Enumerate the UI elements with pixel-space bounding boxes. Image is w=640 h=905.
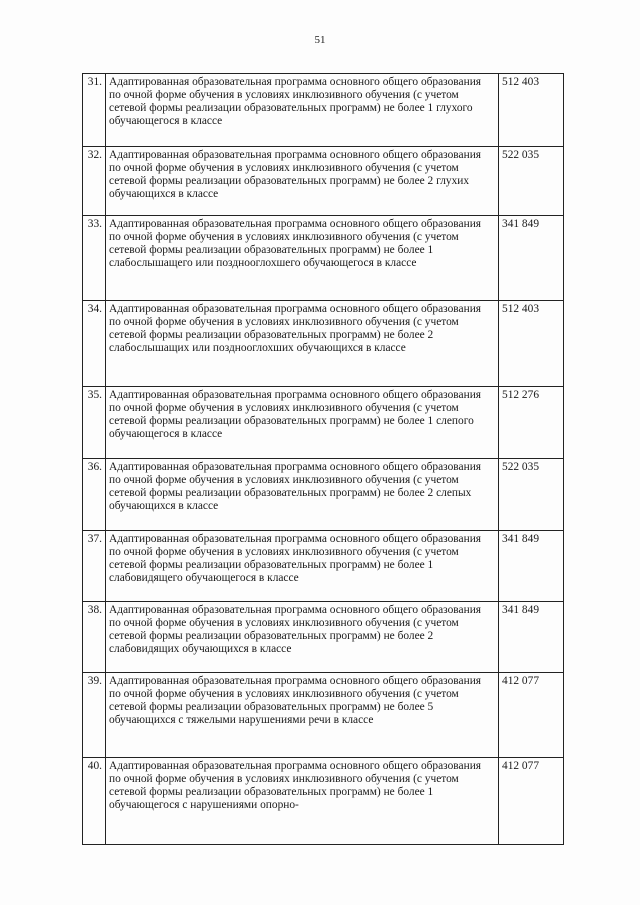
row-number: 34. — [83, 301, 106, 387]
row-description: Адаптированная образовательная программа основного общего образования по очной форме обучения в условиях инклюзивного обучения (с учетом сетевой формы реализации образовательных программ) не более 2 глухих обучающихся в классе — [106, 147, 499, 216]
row-amount: 341 849 — [499, 602, 564, 673]
row-description: Адаптированная образовательная программа основного общего образования по очной форме обучения в условиях инклюзивного обучения (с учетом сетевой формы реализации образовательных программ) не более 2 слабослышащих или позднооглохших обучающихся в классе — [106, 301, 499, 387]
row-amount: 512 403 — [499, 74, 564, 147]
row-number: 32. — [83, 147, 106, 216]
row-description: Адаптированная образовательная программа основного общего образования по очной форме обучения в условиях инклюзивного обучения (с учетом сетевой формы реализации образовательных программ) не более 1 слабовидящего обучающегося в классе — [106, 531, 499, 602]
row-description: Адаптированная образовательная программа основного общего образования по очной форме обучения в условиях инклюзивного обучения (с учетом сетевой формы реализации образовательных программ) не более 1 слабослышащего или позднооглохшего обучающегося в классе — [106, 216, 499, 301]
row-number: 35. — [83, 387, 106, 459]
row-number: 39. — [83, 673, 106, 758]
table-row — [83, 758, 564, 845]
table-row — [83, 74, 564, 147]
row-description: Адаптированная образовательная программа основного общего образования по очной форме обучения в условиях инклюзивного обучения (с учетом сетевой формы реализации образовательных программ) не более 1 глухого обучающегося в классе — [106, 74, 499, 147]
row-description: Адаптированная образовательная программа основного общего образования по очной форме обучения в условиях инклюзивного обучения (с учетом сетевой формы реализации образовательных программ) не более 1 обучающегося с нарушениями опорно- — [106, 758, 499, 845]
row-amount: 512 403 — [499, 301, 564, 387]
row-number: 37. — [83, 531, 106, 602]
row-amount: 341 849 — [499, 216, 564, 301]
row-number: 38. — [83, 602, 106, 673]
row-number: 40. — [83, 758, 106, 845]
row-number: 36. — [83, 459, 106, 531]
row-amount: 341 849 — [499, 531, 564, 602]
row-description: Адаптированная образовательная программа основного общего образования по очной форме обучения в условиях инклюзивного обучения (с учетом сетевой формы реализации образовательных программ) не более 2 слабовидящих обучающихся в классе — [106, 602, 499, 673]
table-row — [83, 602, 564, 673]
table-row — [83, 301, 564, 387]
table-row — [83, 459, 564, 531]
row-number: 33. — [83, 216, 106, 301]
row-description: Адаптированная образовательная программа основного общего образования по очной форме обучения в условиях инклюзивного обучения (с учетом сетевой формы реализации образовательных программ) не более 5 обучающихся с тяжелыми нарушениями речи в классе — [106, 673, 499, 758]
page-number: 51 — [314, 34, 326, 46]
row-description: Адаптированная образовательная программа основного общего образования по очной форме обучения в условиях инклюзивного обучения (с учетом сетевой формы реализации образовательных программ) не более 2 слепых обучающихся в классе — [106, 459, 499, 531]
row-amount: 522 035 — [499, 459, 564, 531]
row-amount: 512 276 — [499, 387, 564, 459]
table-row — [83, 531, 564, 602]
row-amount: 412 077 — [499, 673, 564, 758]
row-description: Адаптированная образовательная программа основного общего образования по очной форме обучения в условиях инклюзивного обучения (с учетом сетевой формы реализации образовательных программ) не более 1 слепого обучающегося в классе — [106, 387, 499, 459]
tariff-table — [82, 73, 564, 845]
table-row — [83, 147, 564, 216]
row-number: 31. — [83, 74, 106, 147]
row-amount: 522 035 — [499, 147, 564, 216]
table-row — [83, 387, 564, 459]
row-amount: 412 077 — [499, 758, 564, 845]
table-row — [83, 216, 564, 301]
table-row — [83, 673, 564, 758]
